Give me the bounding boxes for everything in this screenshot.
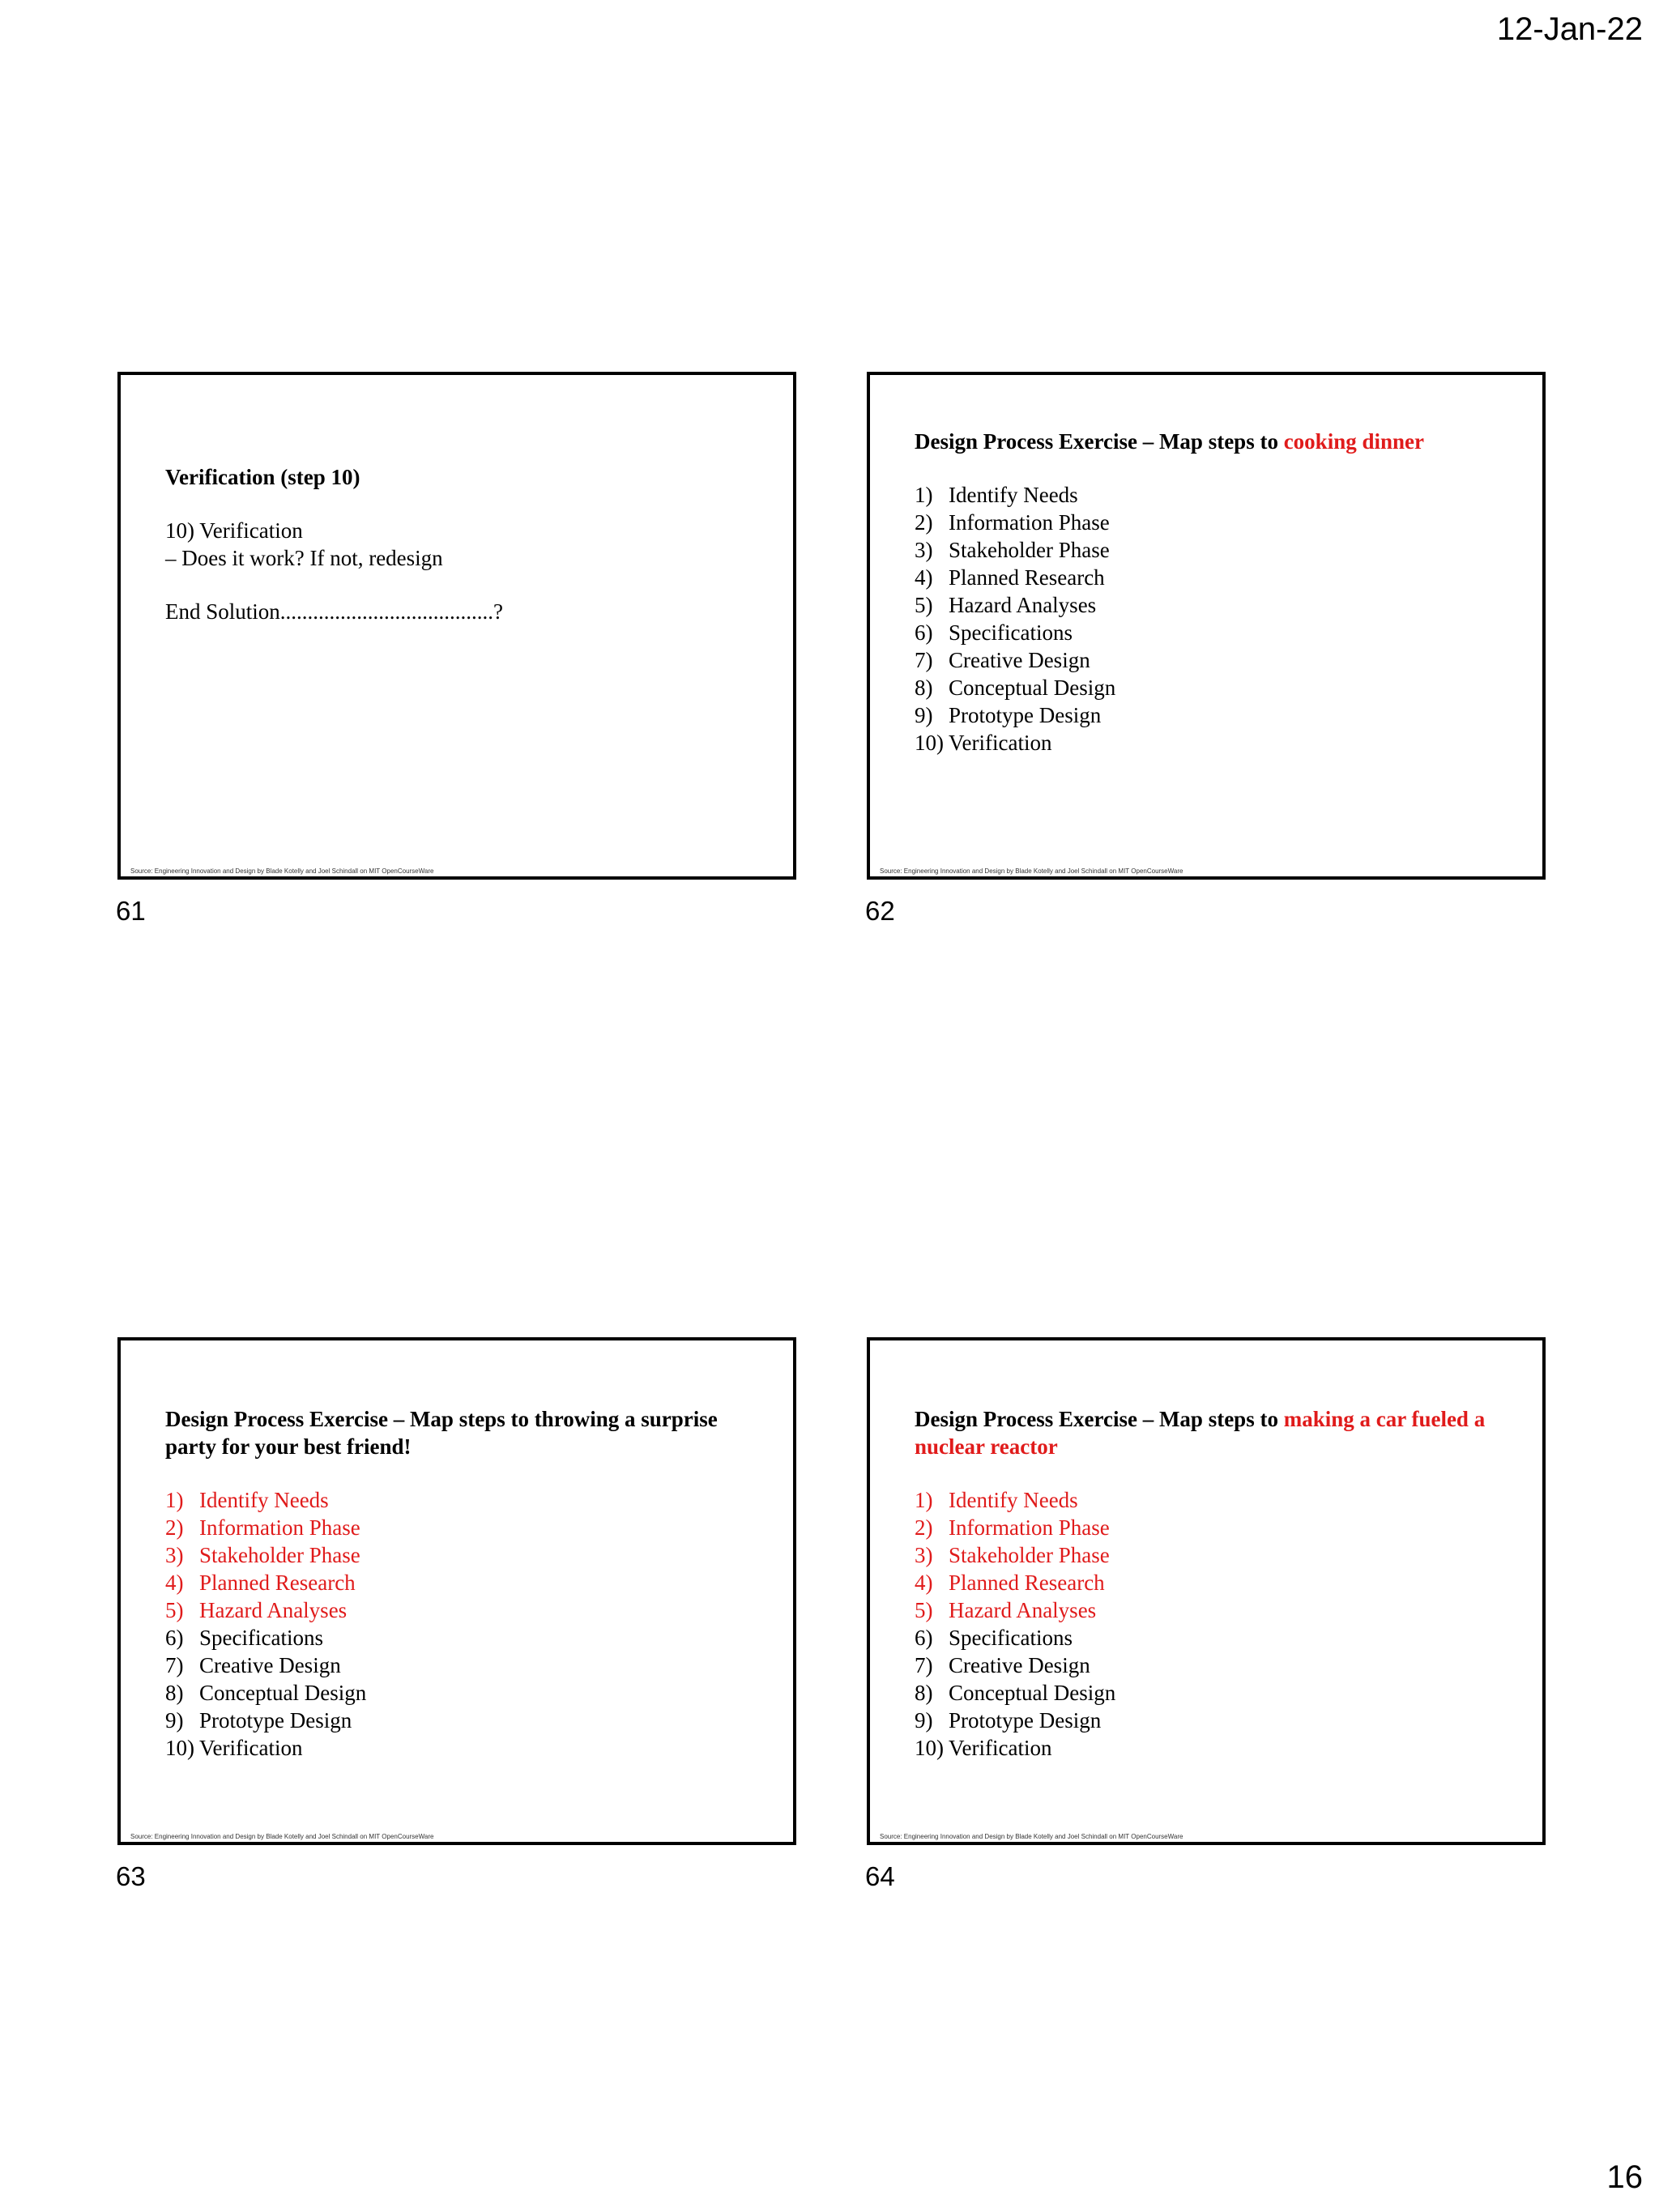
slide-end-line: End Solution.......................................? (165, 599, 503, 624)
step-number: 4) (915, 565, 933, 590)
step-label: Creative Design (199, 1653, 341, 1677)
step-number: 1) (165, 1488, 184, 1512)
step-label: Hazard Analyses (949, 593, 1097, 617)
step-number: 10) (915, 1736, 944, 1760)
step-label: Specifications (949, 620, 1073, 645)
step-label: Verification (949, 1736, 1052, 1760)
step-item (165, 1541, 753, 1569)
step-number: 4) (915, 1571, 933, 1595)
step-item (915, 1569, 1502, 1596)
step-number: 10) (915, 731, 944, 755)
step-number: 7) (915, 648, 933, 672)
slide-text-line: – Does it work? If not, redesign (165, 546, 443, 570)
step-label: Planned Research (949, 1571, 1105, 1595)
step-item (915, 1734, 1502, 1762)
step-label: Creative Design (949, 648, 1090, 672)
step-number: 6) (915, 620, 933, 645)
step-label: Verification (949, 731, 1052, 755)
step-item (915, 701, 1502, 729)
slide-62 (867, 372, 1546, 880)
slide-title-highlight: making a car fueled a nuclear reactor (915, 1407, 1486, 1459)
step-item (165, 1514, 753, 1541)
step-item (165, 1486, 753, 1514)
step-item (915, 481, 1502, 509)
step-number: 9) (915, 1708, 933, 1733)
step-label: Information Phase (949, 510, 1110, 535)
step-number: 6) (165, 1626, 184, 1650)
slide-text-line: 10) Verification (165, 518, 303, 543)
step-number: 5) (915, 593, 933, 617)
step-number: 9) (915, 703, 933, 727)
step-number: 1) (915, 483, 933, 507)
step-number: 2) (915, 510, 933, 535)
step-list (165, 1486, 753, 1762)
slide-title (915, 428, 1502, 455)
slide-title (915, 1405, 1502, 1460)
step-number: 1) (915, 1488, 933, 1512)
step-number: 3) (915, 538, 933, 562)
slide-content (165, 463, 753, 625)
slide-content (915, 428, 1502, 757)
slide-title: Design Process Exercise – Map steps to throwing a surprise party for your best friend! (165, 1407, 718, 1459)
step-label: Stakeholder Phase (949, 1543, 1110, 1567)
step-label: Identify Needs (949, 483, 1078, 507)
step-item (915, 619, 1502, 646)
step-item (165, 1734, 753, 1762)
step-number: 8) (915, 676, 933, 700)
step-label: Stakeholder Phase (199, 1543, 360, 1567)
slide-61 (117, 372, 796, 880)
step-item (915, 1541, 1502, 1569)
step-item (915, 646, 1502, 674)
slide-content (165, 1405, 753, 1762)
slide-content (915, 1405, 1502, 1762)
step-label: Specifications (199, 1626, 323, 1650)
step-item (915, 1707, 1502, 1734)
step-number: 7) (165, 1653, 184, 1677)
slide-title: Verification (step 10) (165, 465, 360, 489)
step-label: Conceptual Design (199, 1681, 367, 1705)
step-label: Identify Needs (949, 1488, 1078, 1512)
slide-title-highlight: cooking dinner (1283, 429, 1424, 454)
step-item (915, 536, 1502, 564)
slide-number: 62 (865, 896, 895, 926)
step-label: Hazard Analyses (949, 1598, 1097, 1622)
step-number: 7) (915, 1653, 933, 1677)
step-item (915, 564, 1502, 591)
slide-63 (117, 1337, 796, 1845)
step-label: Conceptual Design (949, 676, 1116, 700)
step-label: Conceptual Design (949, 1681, 1116, 1705)
step-item (915, 591, 1502, 619)
step-item (165, 1624, 753, 1652)
step-item (915, 729, 1502, 757)
step-number: 10) (165, 1736, 194, 1760)
page-date: 12-Jan-22 (1496, 11, 1643, 47)
step-number: 8) (165, 1681, 184, 1705)
step-label: Specifications (949, 1626, 1073, 1650)
step-item (915, 509, 1502, 536)
step-label: Information Phase (199, 1515, 360, 1540)
step-item (915, 1486, 1502, 1514)
slide-source: Source: Engineering Innovation and Design by Blade Kotelly and Joel Schindall on MIT OpenCourseWare (880, 867, 1183, 875)
step-label: Prototype Design (949, 703, 1102, 727)
step-label: Verification (199, 1736, 303, 1760)
step-list (915, 1486, 1502, 1762)
step-label: Information Phase (949, 1515, 1110, 1540)
step-item (915, 1624, 1502, 1652)
step-number: 5) (165, 1598, 184, 1622)
step-number: 9) (165, 1708, 184, 1733)
step-number: 4) (165, 1571, 184, 1595)
step-number: 2) (915, 1515, 933, 1540)
slide-title-prefix: Design Process Exercise – Map steps to (915, 429, 1284, 454)
slide-number: 64 (865, 1861, 895, 1891)
step-label: Prototype Design (199, 1708, 352, 1733)
step-item (165, 1652, 753, 1679)
step-item (915, 1596, 1502, 1624)
step-item (165, 1569, 753, 1596)
step-label: Hazard Analyses (199, 1598, 348, 1622)
step-label: Stakeholder Phase (949, 538, 1110, 562)
slide-title-prefix: Design Process Exercise – Map steps to (915, 1407, 1284, 1431)
slide-64 (867, 1337, 1546, 1845)
step-number: 5) (915, 1598, 933, 1622)
step-item (165, 1707, 753, 1734)
step-item (915, 1652, 1502, 1679)
step-label: Planned Research (949, 565, 1105, 590)
step-label: Prototype Design (949, 1708, 1102, 1733)
step-number: 8) (915, 1681, 933, 1705)
slide-source: Source: Engineering Innovation and Design by Blade Kotelly and Joel Schindall on MIT OpenCourseWare (880, 1833, 1183, 1840)
slide-number: 63 (116, 1861, 146, 1891)
slide-source: Source: Engineering Innovation and Design by Blade Kotelly and Joel Schindall on MIT OpenCourseWare (130, 1833, 434, 1840)
step-number: 6) (915, 1626, 933, 1650)
step-item (165, 1596, 753, 1624)
step-item (915, 1514, 1502, 1541)
step-label: Planned Research (199, 1571, 356, 1595)
step-item (915, 1679, 1502, 1707)
step-item (165, 1679, 753, 1707)
step-label: Creative Design (949, 1653, 1090, 1677)
step-label: Identify Needs (199, 1488, 329, 1512)
page-number: 16 (1606, 2159, 1643, 2195)
step-item (915, 674, 1502, 701)
step-number: 2) (165, 1515, 184, 1540)
slide-number: 61 (116, 896, 146, 926)
step-number: 3) (915, 1543, 933, 1567)
step-list (915, 481, 1502, 757)
slide-source: Source: Engineering Innovation and Design by Blade Kotelly and Joel Schindall on MIT OpenCourseWare (130, 867, 434, 875)
step-number: 3) (165, 1543, 184, 1567)
